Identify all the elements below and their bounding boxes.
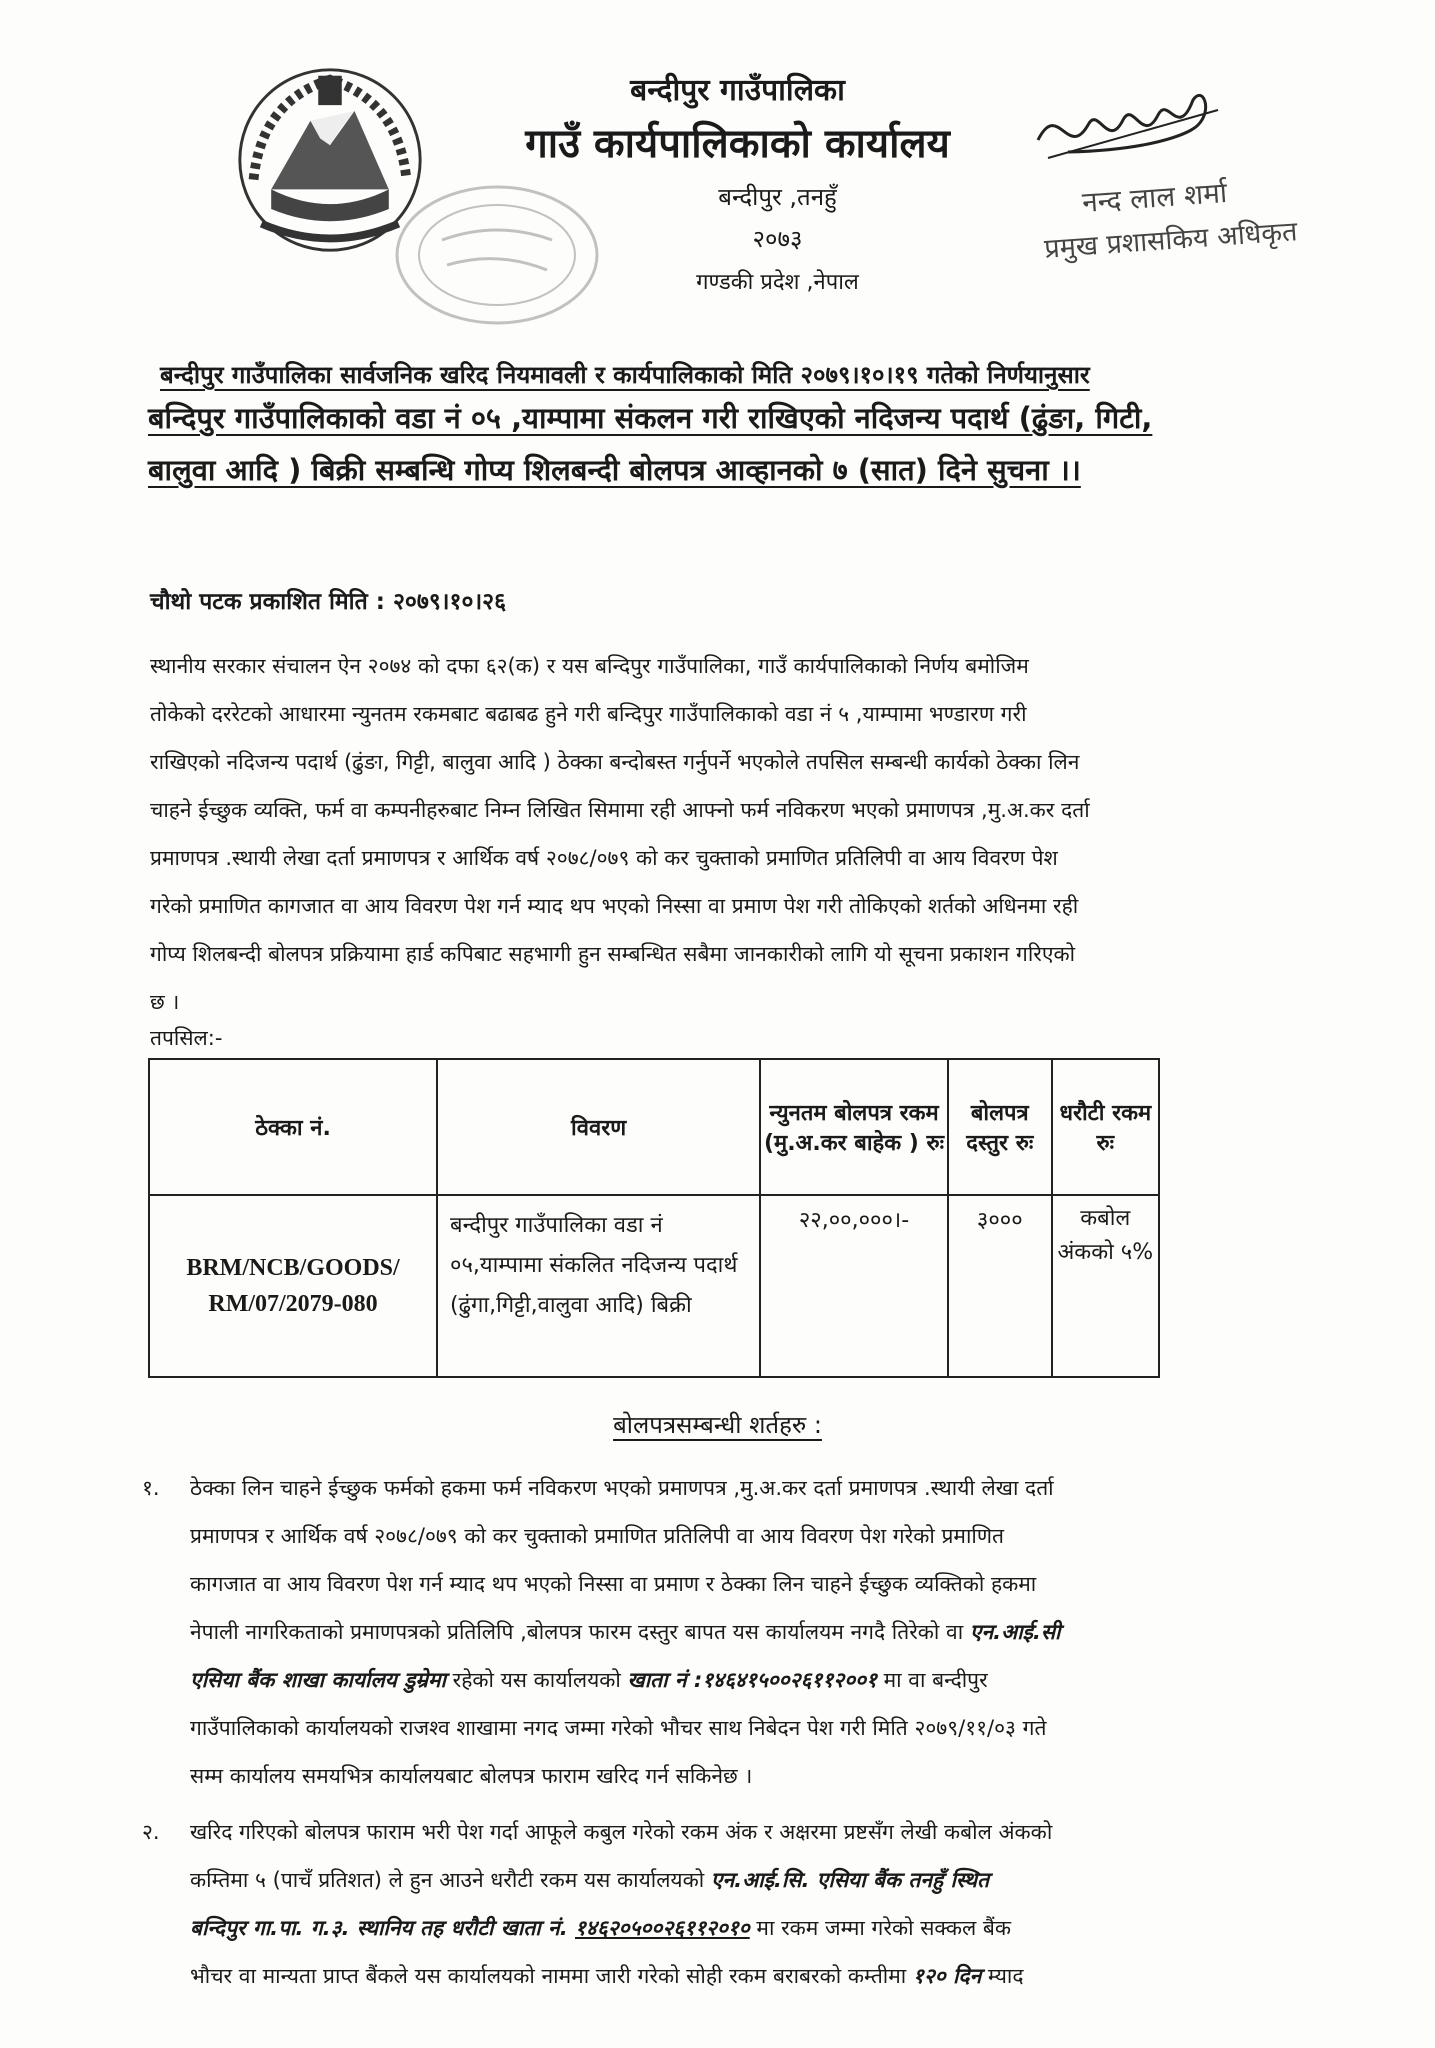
condition-line: [190, 1656, 1290, 1704]
header-min-amount: न्युनतम बोलपत्र रकम (मु.अ.कर बाहेक ) रुः: [760, 1059, 948, 1195]
conditions-title: बोलपत्रसम्बन्धी शर्तहरु :: [613, 1411, 822, 1439]
condition-text: नेपाली नागरिकताको प्रमाणपत्रको प्रतिलिपि ,बोलपत्र फारम दस्तुर बापत यस कार्यालयम नगदै तिरेको वा: [190, 1620, 970, 1644]
contract-code: BRM/NCB/GOODS/ RM/07/2079-080: [149, 1195, 437, 1377]
condition-line: [190, 1608, 1290, 1656]
condition-text: भौचर वा मान्यता प्राप्त बैंकले यस कार्यालयको नाममा जारी गरेको सोही रकम बराबरको कम्तीमा: [190, 1964, 913, 1988]
condition-number: २.: [142, 1820, 160, 1844]
intro-line: राखिएको नदिजन्य पदार्थ (ढुंङा, गिट्टी, बालुवा आदि ) ठेक्का बन्दोबस्त गर्नुपर्ने भएकोले तपसिल सम्बन्धी कार्यको ठेक्का लिन: [150, 750, 1080, 774]
bid-table: [148, 1058, 1160, 1378]
min-amount: २२,००,०००।-: [760, 1195, 948, 1377]
header-description: विवरण: [437, 1059, 760, 1195]
signatory-name: नन्द लाल शर्मा: [1081, 175, 1229, 220]
intro-line: तोकेको दररेटको आधारमा न्युनतम रकमबाट बढाबढ हुने गरी बन्दिपुर गाउँपालिकाको वडा नं ५ ,याम्पामा भण्डारण गरी: [150, 702, 1027, 726]
condition-line: प्रमाणपत्र र आर्थिक वर्ष २०७८/०७९ को कर चुक्ताको प्रमाणित प्रतिलिपी वा आय विवरण पेश गरेको प्रमाणित: [190, 1524, 1004, 1548]
validity-days: १२० दिन: [912, 1964, 982, 1988]
condition-text: कम्तिमा ५ (पाचँ प्रतिशत) ले हुन आउने धरौटी रकम यस कार्यालयको: [190, 1868, 711, 1892]
schedule-label: तपसिल:-: [150, 1026, 223, 1050]
subject-line-1: बन्दीपुर गाउँपालिका सार्वजनिक खरिद नियमावली र कार्यपालिकाको मिति २०७९।१०।१९ गतेको निर्णयानुसार: [160, 361, 1090, 389]
bank-name: एन.आई.सी: [969, 1620, 1061, 1644]
condition-text: मा रकम जम्मा गरेको सक्कल बैंक: [749, 1916, 1012, 1940]
subject-line-3: बालुवा आदि ) बिक्री सम्बन्धि गोप्य शिलबन्दी बोलपत्र आव्हानको ७ (सात) दिने सुचना ।।: [148, 453, 1081, 487]
deposit-amount: कबोल अंकको ५%: [1052, 1195, 1159, 1377]
header-contract-no: ठेक्का नं.: [149, 1059, 437, 1195]
condition-line: [190, 1952, 1290, 2000]
contract-description: बन्दीपुर गाउँपालिका वडा नं ०५,याम्पामा संकलित नदिजन्य पदार्थ (ढुंगा,गिट्टी,वालुवा आदि) बिक्री: [437, 1195, 760, 1377]
intro-line: गरेको प्रमाणित कागजात वा आय विवरण पेश गर्न म्याद थप भएको निस्सा वा प्रमाण पेश गरी तोकिएको शर्तको अधिनमा रही: [150, 894, 1079, 918]
deposit-account-number: १४६२०५००२६११२०१०: [574, 1916, 750, 1940]
condition-number: १.: [142, 1476, 160, 1500]
condition-line: सम्म कार्यालय समयभित्र कार्यालयबाट बोलपत्र फाराम खरिद गर्न सकिनेछ ।: [190, 1764, 753, 1788]
header-fee: बोलपत्र दस्तुर रुः: [948, 1059, 1052, 1195]
condition-text: मा वा बन्दीपुर: [876, 1668, 988, 1692]
condition-line: गाउँपालिकाको कार्यालयको राजश्व शाखामा नगद जम्मा गरेको भौचर साथ निबेदन पेश गरी मिति २०७९/११/०३ गते: [190, 1716, 1047, 1740]
publication-date: चौथो पटक प्रकाशित मिति : २०७९।१०।२६: [150, 589, 507, 615]
office-location: बन्दीपुर ,तनहुँ: [718, 183, 837, 211]
office-name: गाउँ कार्यपालिकाको कार्यालय: [525, 121, 950, 167]
condition-item: [142, 1808, 1290, 2000]
deposit-bank: एन.आई.सि. एसिया बैंक तनहुँ स्थित: [710, 1868, 990, 1892]
condition-item: [142, 1464, 1290, 1800]
intro-line: छ ।: [150, 990, 180, 1014]
established-year: २०७३: [752, 225, 803, 253]
header-deposit: धरौटी रकम रुः: [1052, 1059, 1159, 1195]
subject-line-2: बन्दिपुर गाउँपालिकाको वडा नं ०५ ,याम्पामा संकलन गरी राखिएको नदिजन्य पदार्थ (ढुंङा, गिटी,: [148, 401, 1153, 435]
table-header-row: [149, 1059, 1159, 1195]
intro-line: प्रमाणपत्र .स्थायी लेखा दर्ता प्रमाणपत्र र आर्थिक वर्ष २०७८/०७९ को कर चुक्ताको प्रमाणित प्रतिलिपी वा आय विवरण पेश: [150, 846, 1058, 870]
condition-line: ठेक्का लिन चाहने ईच्छुक फर्मको हकमा फर्म नविकरण भएको प्रमाणपत्र ,मु.अ.कर दर्ता प्रमाणपत्र .स्थायी लेखा दर्ता: [190, 1476, 1054, 1500]
intro-line: चाहने ईच्छुक व्यक्ति, फर्म वा कम्पनीहरुबाट निम्न लिखित सिमामा रही आफ्नो फर्म नविकरण भएको प्रमाणपत्र ,मु.अ.कर दर्ता: [150, 798, 1090, 822]
condition-text: म्याद: [981, 1964, 1024, 1988]
signature-icon: [1028, 80, 1228, 170]
intro-line: गोप्य शिलबन्दी बोलपत्र प्रक्रियामा हार्ड कपिबाट सहभागी हुन सम्बन्धित सबैमा जानकारीको लागि यो सूचना प्रकाशन गरिएको: [150, 942, 1076, 966]
table-row: [149, 1195, 1159, 1377]
signatory-title: प्रमुख प्रशासकिय अधिकृत: [1043, 216, 1299, 265]
province-country: गण्डकी प्रदेश ,नेपाल: [696, 270, 859, 295]
condition-line: [190, 1904, 1290, 1952]
account-number: खाता नं :१४६४१५००२६११२००१: [627, 1668, 877, 1692]
municipality-name: बन्दीपुर गाउँपालिका: [630, 73, 845, 108]
intro-line: स्थानीय सरकार संचालन ऐन २०७४ को दफा ६२(क) र यस बन्दिपुर गाउँपालिका, गाउँ कार्यपालिकाको निर्णय बमोजिम: [150, 654, 1029, 678]
bank-branch: एसिया बैंक शाखा कार्यालय डुम्रेमा: [190, 1668, 446, 1692]
intro-paragraph: [150, 642, 1290, 1026]
condition-text: रहेको यस कार्यालयको: [445, 1668, 628, 1692]
bid-fee: ३०००: [948, 1195, 1052, 1377]
condition-line: खरिद गरिएको बोलपत्र फाराम भरी पेश गर्दा आफूले कबुल गरेको रकम अंक र अक्षरमा प्रष्टसँग लेखी कबोल अंकको: [190, 1820, 1053, 1844]
deposit-account-label: बन्दिपुर गा.पा. ग.३. स्थानिय तह धरौटी खाता नं.: [190, 1916, 575, 1940]
condition-line: कागजात वा आय विवरण पेश गर्न म्याद थप भएको निस्सा वा प्रमाण र ठेक्का लिन चाहने ईच्छुक व्यक्तिको हकमा: [190, 1572, 1037, 1596]
condition-line: [190, 1856, 1290, 1904]
